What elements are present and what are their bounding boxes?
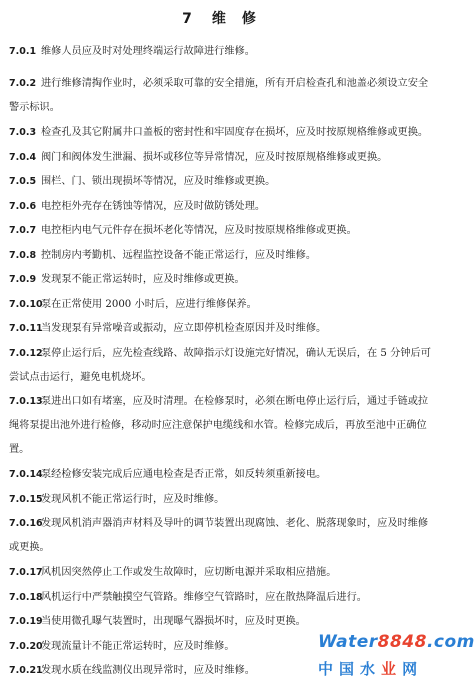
clause-number: 7.0.7	[9, 225, 37, 236]
watermark-domain	[318, 632, 475, 652]
section-title-char-2: 修	[241, 11, 258, 27]
clause-text: 泵经检修安装完成后应通电检查是否正常，如反转须重新接电。	[41, 469, 327, 480]
clause-text: 发现风机消声器消声材料及导叶的调节装置出现腐蚀、老化、脱落现象时，应及时维修或更换。	[9, 518, 429, 553]
clause-item	[9, 219, 433, 243]
clause-text: 泵停止运行后，应先检查线路、故障指示灯设施完好情况，确认无误后，在 5 分钟后可尝试点击运行，避免电机烧坏。	[9, 348, 431, 383]
clause-text: 泵进出口如有堵塞，应及时清理。在检修泵时，必须在断电停止运行后，通过手链或拉绳将泵提出池外进行检修，移动时应注意保护电缆线和水管。检修完成后，再放至池中正确位置。	[9, 396, 429, 455]
clause-item	[9, 390, 433, 462]
clause-number: 7.0.9	[9, 274, 37, 285]
watermark-char: 国	[339, 660, 361, 678]
clause-number: 7.0.16	[9, 518, 43, 529]
clause-item	[9, 488, 433, 512]
clause-number: 7.0.14	[9, 469, 43, 480]
section-title	[0, 8, 440, 28]
clause-text: 维修人员应及时对处理终端运行故障进行维修。	[41, 46, 255, 57]
clause-item	[9, 463, 433, 487]
clause-number: 7.0.20	[9, 641, 43, 652]
section-title-char-1: 维	[211, 11, 228, 27]
clause-number: 7.0.13	[9, 396, 43, 407]
clause-text: 发现流量计不能正常运转时，应及时维修。	[41, 641, 235, 652]
clause-text: 当发现泵有异常噪音或振动，应立即停机检查原因并及时维修。	[41, 323, 327, 334]
clause-number: 7.0.8	[9, 250, 37, 261]
clause-text: 进行维修清掏作业时，必须采取可靠的安全措施，所有开启检查孔和池盖必须设立安全警示标识。	[9, 78, 429, 113]
clause-item	[9, 610, 433, 634]
clause-text: 围栏、门、锁出现损坏等情况，应及时维修或更换。	[41, 176, 276, 187]
watermark-domain-suffix: .com	[426, 632, 475, 652]
clause-number: 7.0.12	[9, 348, 43, 359]
clause-text: 风机运行中严禁触摸空气管路。维修空气管路时，应在散热降温后进行。	[41, 592, 367, 603]
clause-number: 7.0.10	[9, 299, 43, 310]
clause-item	[9, 512, 433, 560]
watermark-domain-prefix: Water	[318, 632, 378, 652]
clause-item	[9, 586, 433, 610]
watermark-char: 中	[318, 660, 340, 678]
clause-text: 泵在正常使用 2000 小时后，应进行维修保养。	[41, 299, 257, 310]
clause-item	[9, 317, 433, 341]
clause-item	[9, 170, 433, 194]
clause-item	[9, 244, 433, 268]
watermark-site-name	[318, 658, 423, 679]
watermark-domain-number: 8848	[377, 632, 427, 652]
clause-item	[9, 342, 433, 390]
clause-text: 发现水质在线监测仪出现异常时，应及时维修。	[41, 665, 255, 676]
section-number: 7	[182, 11, 194, 27]
watermark-char: 业	[381, 660, 403, 678]
clause-number: 7.0.19	[9, 616, 43, 627]
clause-item	[9, 195, 433, 219]
clause-text: 电控柜内电气元件存在损坏老化等情况，应及时按原规格维修或更换。	[41, 225, 357, 236]
clause-number: 7.0.18	[9, 592, 43, 603]
clause-item	[9, 293, 433, 317]
site-watermark	[308, 632, 475, 686]
clause-number: 7.0.17	[9, 567, 43, 578]
clause-item	[9, 72, 433, 120]
clause-text: 电控柜外壳存在锈蚀等情况，应及时做防锈处理。	[41, 201, 266, 212]
clause-item	[9, 561, 433, 585]
clause-number: 7.0.3	[9, 127, 37, 138]
clause-number: 7.0.5	[9, 176, 37, 187]
clause-text: 当使用微孔曝气装置时，出现曝气器损坏时，应及时更换。	[41, 616, 306, 627]
clause-text: 发现泵不能正常运转时，应及时维修或更换。	[41, 274, 245, 285]
clause-text: 发现风机不能正常运行时，应及时维修。	[41, 494, 225, 505]
clause-item	[9, 146, 433, 170]
clause-text: 控制房内考勤机、远程监控设备不能正常运行，应及时维修。	[41, 250, 317, 261]
clause-number: 7.0.1	[9, 46, 37, 57]
clause-text: 阀门和阀体发生泄漏、损坏或移位等异常情况，应及时按原规格维修或更换。	[41, 152, 388, 163]
clause-number: 7.0.2	[9, 78, 37, 89]
clause-number: 7.0.11	[9, 323, 43, 334]
clause-item	[9, 268, 433, 292]
clause-number: 7.0.6	[9, 201, 37, 212]
clause-item	[9, 121, 433, 145]
clause-number: 7.0.4	[9, 152, 37, 163]
clause-text: 风机因突然停止工作或发生故障时，应切断电源并采取相应措施。	[41, 567, 337, 578]
clause-number: 7.0.21	[9, 665, 43, 676]
watermark-char: 水	[360, 660, 382, 678]
watermark-char: 网	[402, 660, 424, 678]
clause-text: 检查孔及其它附属井口盖板的密封性和牢固度存在损坏，应及时按原规格维修或更换。	[41, 127, 429, 138]
clause-item	[9, 40, 433, 64]
clause-number: 7.0.15	[9, 494, 43, 505]
